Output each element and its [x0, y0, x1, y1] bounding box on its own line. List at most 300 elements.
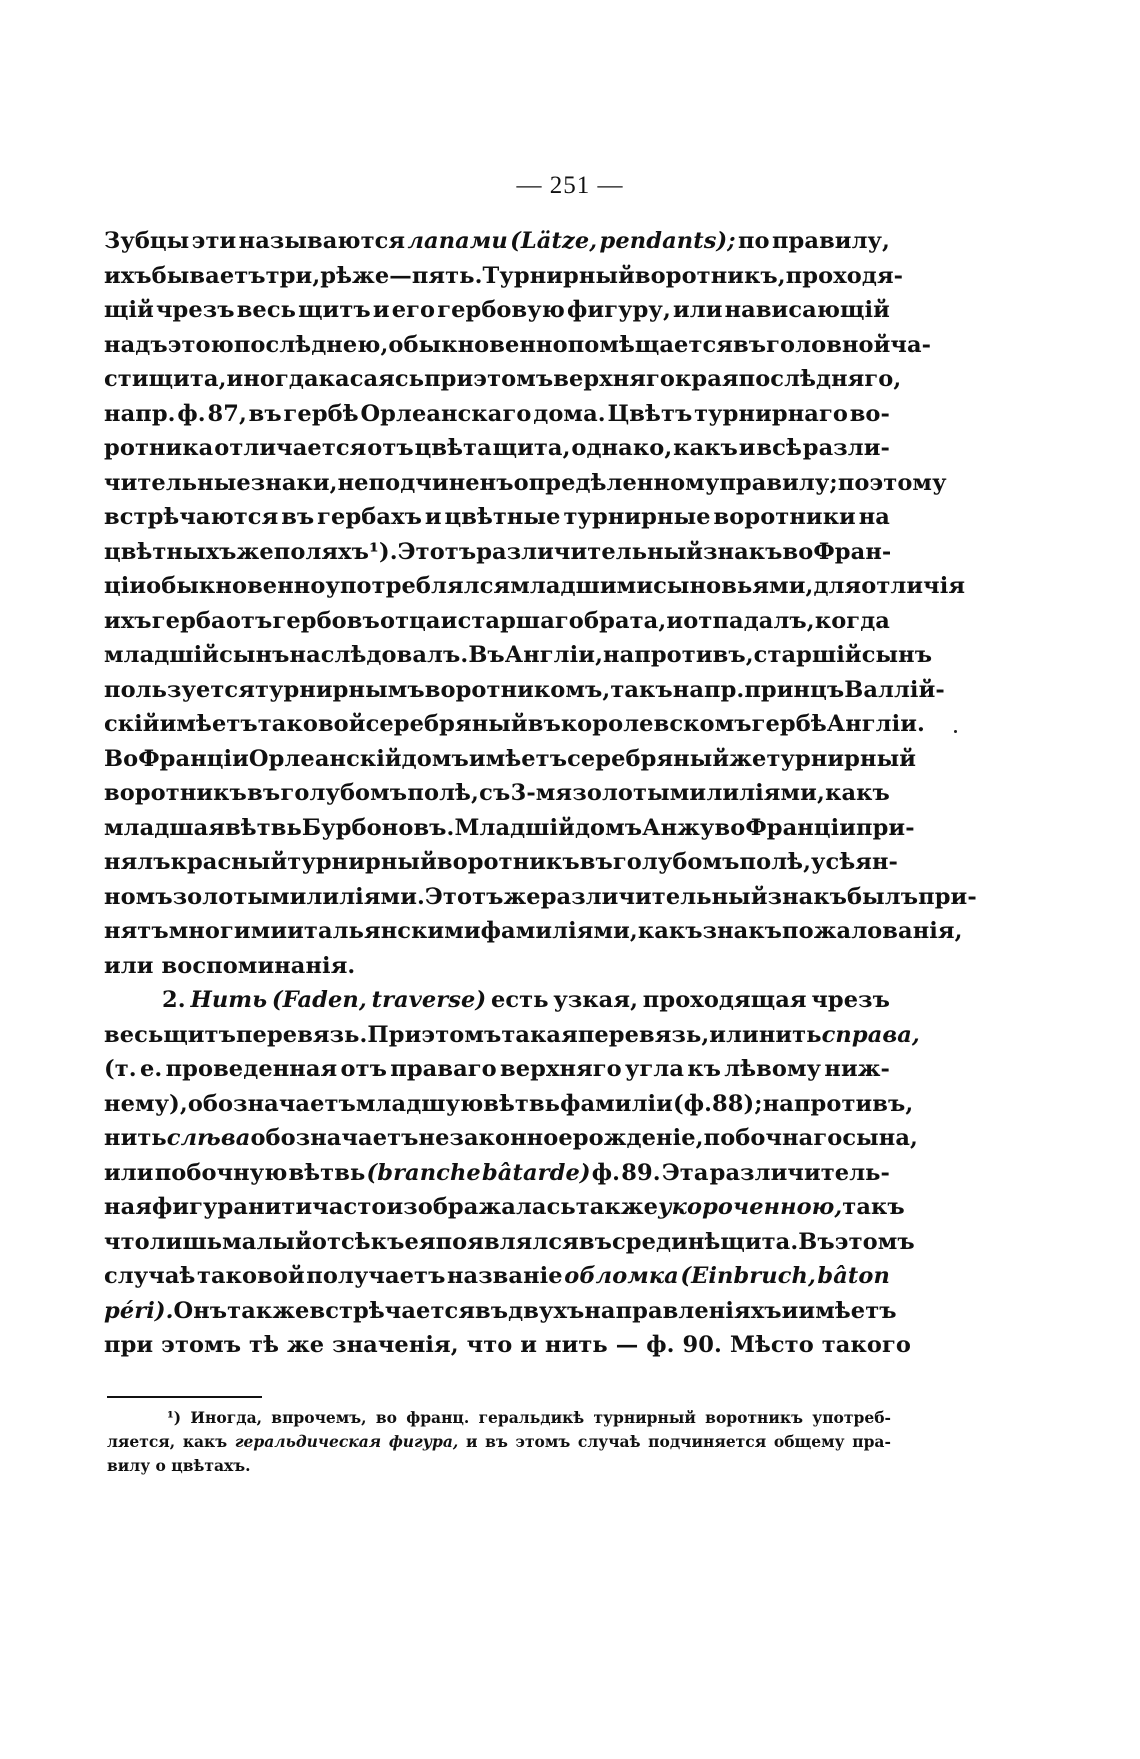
word: обыкновенно: [388, 331, 568, 358]
word: Мѣсто: [729, 1332, 814, 1358]
word: вѣтвь: [288, 1159, 366, 1186]
word: касаясь: [318, 366, 425, 392]
word: Орлеанскій: [248, 745, 402, 772]
word: знакъ: [702, 918, 783, 944]
word: цвѣтныхъ: [104, 538, 237, 565]
text-line: [104, 1156, 890, 1191]
word: въ: [527, 711, 561, 737]
word: узкая,: [553, 987, 639, 1013]
word: и: [666, 607, 684, 634]
word: ляется,: [107, 1432, 176, 1451]
footnote-line: [107, 1454, 891, 1478]
word: напр.: [104, 400, 176, 427]
word: многими: [168, 918, 288, 944]
word: какъ: [637, 918, 703, 944]
text-line: [104, 466, 947, 501]
word: двухъ: [508, 1297, 585, 1324]
footnote: [107, 1406, 891, 1478]
footnote-line: [107, 1430, 891, 1454]
word: цвѣтахъ.: [171, 1456, 251, 1475]
word: праваго: [390, 1056, 497, 1082]
word: голубомъ: [280, 780, 408, 806]
word: (Faden,: [271, 987, 367, 1013]
word: этою: [167, 331, 234, 358]
text-line: [104, 914, 963, 949]
word: укороченною,: [658, 1194, 843, 1220]
word: въ: [248, 400, 282, 427]
word: ф.: [177, 400, 206, 427]
word: ихъ: [104, 262, 152, 289]
word: обломка: [564, 1263, 679, 1289]
word: встрѣчаются: [104, 504, 279, 530]
word: разли-: [802, 435, 890, 461]
word: воспоминанія.: [161, 952, 356, 979]
word: Въ: [798, 1228, 835, 1255]
word: голубомъ: [612, 849, 740, 875]
word: о: [155, 1456, 166, 1475]
text-line: [104, 500, 890, 535]
word: употреб-: [812, 1408, 891, 1427]
footnote-line: [107, 1406, 891, 1430]
word: имѣетъ: [798, 1297, 897, 1324]
word: во: [714, 814, 746, 841]
word: 90.: [682, 1332, 722, 1358]
word: сынъ: [861, 642, 933, 668]
word: турнирный: [593, 1408, 696, 1427]
word: такая: [501, 1021, 578, 1048]
word: гербовую: [437, 297, 565, 323]
word: цвѣта: [414, 435, 492, 461]
word: дома.: [533, 400, 606, 427]
text-line: [104, 880, 977, 915]
word: по: [737, 228, 770, 254]
word: слѣва: [166, 1125, 251, 1151]
word: ниж-: [824, 1056, 890, 1082]
text-line: [104, 1190, 905, 1225]
text-line: [104, 742, 917, 777]
word: что: [466, 1332, 513, 1358]
word: бываетъ: [151, 262, 266, 289]
word: рѣже—пять.: [320, 262, 483, 289]
word: 88);: [712, 1090, 763, 1117]
text-line: [104, 397, 890, 432]
word: или: [104, 952, 154, 979]
word: Иногда,: [190, 1408, 263, 1427]
word: называются: [238, 228, 406, 254]
word: въ: [485, 1432, 508, 1451]
word: весь: [104, 1021, 164, 1048]
word: или: [104, 1159, 154, 1186]
word: различительный: [540, 883, 768, 910]
word: такого: [821, 1332, 911, 1358]
word: турнирный: [766, 745, 917, 772]
word: помѣщается: [567, 331, 734, 358]
word: проведенная: [165, 1056, 338, 1082]
word: отличія: [861, 573, 966, 599]
word: 3-мя: [510, 780, 573, 806]
word: итальянскими: [287, 918, 481, 944]
word: нятъ: [104, 918, 169, 944]
word: въ: [247, 780, 281, 806]
text-line: [104, 1225, 915, 1260]
word: (т.: [104, 1056, 137, 1082]
word: Въ: [468, 642, 505, 668]
word: и: [781, 1297, 799, 1324]
word: Во: [104, 745, 139, 772]
word: (branche: [366, 1159, 481, 1186]
word: воротникъ: [436, 849, 580, 875]
text-line: [104, 224, 890, 259]
word: воротники: [713, 504, 856, 530]
word: былъ: [847, 883, 919, 910]
text-line: [104, 845, 898, 880]
word: гербѣ: [283, 400, 359, 427]
word: отпадалъ,: [683, 607, 815, 634]
word: перевязь.: [235, 1021, 368, 1048]
word: малый: [222, 1228, 312, 1255]
word: е.: [139, 1056, 163, 1082]
word: во: [782, 538, 814, 565]
word: верхняго: [553, 366, 676, 392]
text-line: [104, 1121, 918, 1156]
text-line: [104, 673, 945, 708]
word: въ: [579, 849, 613, 875]
word: домъ: [401, 745, 469, 772]
word: воротникъ,: [634, 262, 786, 289]
word: фамиліи: [560, 1090, 673, 1117]
text-line: [104, 707, 925, 742]
word: Зубцы: [104, 228, 190, 254]
word: же: [286, 1332, 325, 1358]
word: три,: [265, 262, 321, 289]
word: чрезъ: [811, 987, 890, 1013]
word: напротивъ,: [762, 1090, 914, 1117]
word: турнирные: [563, 504, 711, 530]
word: весь: [236, 297, 297, 323]
word: отъ: [367, 435, 414, 461]
text-line: [104, 328, 932, 363]
word: геральдикѣ: [478, 1408, 585, 1427]
word: общему: [773, 1432, 845, 1451]
word: получаетъ: [306, 1263, 446, 1289]
word: нить: [545, 1332, 608, 1358]
word: обозначаетъ: [250, 1125, 419, 1151]
word: полѣ,: [739, 849, 812, 875]
word: также: [227, 1297, 310, 1324]
word: опредѣленному: [513, 469, 720, 496]
word: номъ: [104, 883, 173, 910]
text-line: [104, 293, 890, 328]
word: иногда: [226, 366, 319, 392]
word: нему),: [104, 1090, 188, 1117]
word: сыновьями,: [653, 573, 814, 599]
word: при: [424, 366, 474, 392]
word: лапами: [407, 228, 508, 254]
word: ча-: [890, 331, 932, 358]
word: щитъ: [298, 297, 371, 323]
word: (Einbruch,: [680, 1263, 816, 1289]
word: тѣ: [249, 1332, 279, 1358]
word: отсѣкъ: [311, 1228, 405, 1255]
word: Нить: [190, 987, 268, 1013]
word: цвѣтные: [444, 504, 561, 530]
word: Франціи: [138, 745, 249, 772]
word: золотыми: [572, 780, 707, 806]
word: старшій: [753, 642, 862, 668]
word: сынъ: [219, 642, 290, 668]
word: поэтому: [837, 469, 947, 496]
word: Англіи,: [504, 642, 604, 668]
word: и: [466, 1432, 478, 1451]
word: 89.: [621, 1159, 661, 1186]
word: къ: [687, 1056, 722, 1082]
word: Валлій-: [844, 676, 945, 703]
word: края: [675, 366, 739, 392]
word: изображалась: [386, 1194, 576, 1220]
word: проходя-: [785, 262, 904, 289]
word: съ: [479, 780, 511, 806]
word: пользуется: [104, 676, 255, 703]
word: воротникомъ,: [424, 676, 611, 703]
word: Франціи: [745, 814, 857, 841]
word: bâton: [817, 1263, 890, 1289]
word: отца: [380, 607, 441, 634]
text-line: [104, 776, 890, 811]
word: не: [337, 469, 369, 496]
word: поляхъ: [273, 538, 370, 565]
text-line: [104, 983, 890, 1018]
word: младшій: [104, 642, 220, 668]
word: во: [375, 1408, 397, 1427]
word: ¹): [167, 1408, 182, 1427]
word: случаѣ: [104, 1263, 196, 1289]
word: однако,: [571, 435, 673, 461]
word: какъ: [673, 435, 738, 461]
word: вѣтвь: [225, 814, 302, 841]
word: (Lätze,: [510, 228, 598, 254]
word: турнирнымъ: [254, 676, 425, 703]
text-line: [104, 535, 890, 570]
word: въ: [578, 1228, 612, 1255]
word: надъ: [104, 331, 168, 358]
word: правилу,: [771, 228, 890, 254]
word: усѣян-: [811, 849, 898, 875]
word: полѣ,: [407, 780, 479, 806]
word: лиліями.: [306, 883, 425, 910]
word: этомъ: [421, 1021, 502, 1048]
word: случаѣ: [577, 1432, 641, 1451]
word: напр.: [672, 676, 745, 703]
print-speck: [954, 730, 957, 733]
word: знакъ: [767, 883, 848, 910]
text-line: [104, 604, 890, 639]
main-text: [104, 224, 977, 1363]
word: отличается: [214, 435, 367, 461]
word: ф.: [646, 1332, 675, 1358]
word: ф.: [591, 1159, 621, 1186]
word: направленіяхъ: [584, 1297, 782, 1324]
word: домъ: [574, 814, 643, 841]
word: Этотъ: [397, 538, 477, 565]
word: также: [575, 1194, 659, 1220]
word: подчиняется: [648, 1432, 767, 1451]
word: младшими: [510, 573, 654, 599]
word: побочнаго: [703, 1125, 843, 1151]
word: послѣднею,: [233, 331, 389, 358]
word: королевскомъ: [560, 711, 752, 737]
word: 87,: [207, 400, 247, 427]
word: въ: [733, 331, 767, 358]
word: перевязь,: [577, 1021, 710, 1048]
word: употреблялся: [325, 573, 511, 599]
word: щій: [104, 297, 154, 323]
word: срединѣ: [611, 1228, 721, 1255]
word: фигура: [151, 1194, 249, 1220]
word: и: [440, 607, 458, 634]
text-line: [104, 431, 890, 466]
word: щита.: [720, 1228, 799, 1255]
word: имѣетъ: [159, 711, 258, 737]
text-line: [104, 1018, 920, 1053]
word: нити: [248, 1194, 313, 1220]
word: отъ: [225, 607, 273, 634]
word: названіе: [446, 1263, 563, 1289]
word: При: [367, 1021, 422, 1048]
page-number: — 251 —: [516, 172, 624, 199]
word: какъ: [182, 1432, 228, 1451]
word: нялъ: [104, 849, 171, 875]
word: ціи: [104, 573, 147, 599]
word: péri).: [104, 1297, 174, 1324]
word: и: [520, 1332, 538, 1358]
word: для: [813, 573, 862, 599]
word: нависающій: [724, 297, 890, 323]
word: когда: [814, 607, 890, 634]
word: подчиненъ: [368, 469, 514, 496]
word: сына,: [842, 1125, 918, 1151]
text-line: [104, 811, 915, 846]
word: Младшій: [454, 814, 575, 841]
word: щита,: [148, 366, 227, 392]
word: вѣтвь: [483, 1090, 561, 1117]
word: 2.: [162, 987, 186, 1013]
word: traverse): [371, 987, 487, 1013]
word: bâtarde): [481, 1159, 591, 1186]
word: щитъ: [163, 1021, 236, 1048]
word: лѣвому: [724, 1056, 822, 1082]
word: этомъ: [473, 366, 554, 392]
word: этомъ: [161, 1332, 242, 1358]
word: правилу;: [719, 469, 838, 496]
text-line: [104, 1052, 890, 1087]
word: при-: [918, 883, 977, 910]
word: нить: [104, 1125, 167, 1151]
word: впрочемъ,: [271, 1408, 367, 1427]
word: Турнирный: [482, 262, 635, 289]
word: же: [729, 745, 767, 772]
word: проходящая: [642, 987, 807, 1013]
word: же: [236, 538, 274, 565]
text-line: [104, 1087, 914, 1122]
word: фигура,: [388, 1432, 459, 1451]
word: ¹).: [369, 538, 398, 565]
word: младшую: [355, 1090, 484, 1117]
text-line: [104, 1328, 911, 1363]
word: въ: [281, 504, 315, 530]
text-line: [104, 569, 966, 604]
word: всѣ: [756, 435, 802, 461]
word: принцъ: [744, 676, 845, 703]
word: такъ: [610, 676, 673, 703]
text-line: [104, 1294, 897, 1329]
word: Фран-: [813, 538, 892, 565]
word: таковой: [196, 1263, 305, 1289]
word: Онъ: [173, 1297, 228, 1324]
word: справа,: [821, 1021, 920, 1048]
word: серебряный: [567, 745, 730, 772]
word: угла: [625, 1056, 685, 1082]
word: —: [615, 1332, 639, 1358]
word: ея: [404, 1228, 436, 1255]
word: сти: [104, 366, 149, 392]
word: на: [858, 504, 890, 530]
word: золотыми: [172, 883, 307, 910]
word: и: [738, 435, 756, 461]
word: фамиліями,: [480, 918, 638, 944]
word: Бурбоновъ.: [301, 814, 455, 841]
word: или: [672, 297, 723, 323]
word: при: [104, 1332, 154, 1358]
word: воротникъ: [104, 780, 247, 806]
word: обыкновенно: [146, 573, 326, 599]
word: его: [391, 297, 436, 323]
word: вилу: [107, 1456, 151, 1475]
word: турнирный: [287, 849, 437, 875]
word: при-: [856, 814, 915, 841]
word: франц.: [406, 1408, 470, 1427]
word: pendants);: [599, 228, 736, 254]
word: и: [372, 297, 390, 323]
word: какъ: [825, 780, 890, 806]
word: или: [709, 1021, 759, 1048]
word: чрезъ: [155, 297, 235, 323]
word: Орлеанскаго: [360, 400, 532, 427]
word: Этотъ: [424, 883, 504, 910]
word: есть: [490, 987, 549, 1013]
word: серебряный: [365, 711, 528, 737]
word: красный: [170, 849, 288, 875]
word: лиліями,: [706, 780, 825, 806]
word: часто: [312, 1194, 387, 1220]
word: таковой: [257, 711, 366, 737]
word: геральдическая: [234, 1432, 382, 1451]
word: этомъ: [515, 1432, 571, 1451]
word: герба: [151, 607, 226, 634]
word: напротивъ,: [603, 642, 754, 668]
word: ихъ: [104, 607, 152, 634]
word: значенія,: [332, 1332, 459, 1358]
word: гербовъ: [272, 607, 380, 634]
word: знаки,: [250, 469, 338, 496]
word: такъ: [842, 1194, 905, 1220]
word: турнирнаго: [694, 400, 848, 427]
word: отъ: [340, 1056, 388, 1082]
word: наслѣдовалъ.: [289, 642, 469, 668]
word: воротникъ: [705, 1408, 803, 1427]
word: пра-: [852, 1432, 891, 1451]
word: Анжу: [642, 814, 715, 841]
word: что: [104, 1228, 150, 1255]
